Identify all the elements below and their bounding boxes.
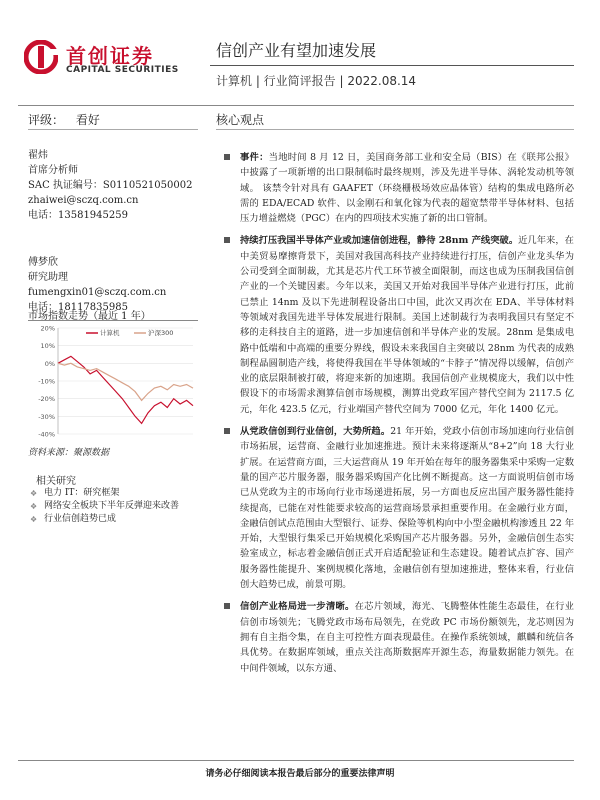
paragraph-lead: 事件： (240, 152, 269, 163)
related-item[interactable]: ❖ 电力 IT：研究框架 (30, 487, 210, 500)
paragraph-lead: 信创产业格局进一步清晰。 (240, 601, 355, 613)
analyst-license: SAC 执证编号：S0110521050002 (28, 180, 193, 191)
core-view-title: 核心观点 (216, 113, 265, 127)
analyst-role: 研究助理 (28, 272, 68, 283)
legend-label: 沪深300 (148, 329, 174, 337)
legal-notice: 请务必仔细阅读本报告最后部分的重要法律声明 (205, 769, 395, 779)
chart-divider (28, 320, 198, 321)
analyst-name: 翟炜 (28, 150, 48, 161)
analyst-2 (28, 255, 213, 315)
related-research-title: 相关研究 (36, 476, 76, 487)
logo-cn-text: 首创证券 (66, 44, 154, 68)
related-research-list (30, 487, 210, 526)
analyst-1 (28, 148, 213, 223)
analyst-email[interactable]: zhaiwei@sczq.com.cn (28, 195, 139, 206)
y-tick-label: -10% (38, 377, 55, 386)
y-tick-label: -30% (38, 412, 55, 421)
rating-label: 评级： (28, 113, 65, 127)
header-divider (210, 65, 574, 66)
core-view-divider (216, 129, 574, 130)
analyst-name: 傅梦欣 (28, 257, 58, 268)
paragraph-text: 21 年开始，党政小信创市场加速向行业信创市场拓展，运营商、金融行业加速推进。预计未来将逐渐从“8+2”向 18 大行业扩展。在运营商方面，三大运营商从 19 年开始在每年的服务器集采中采购一定数量的国产芯片服务器，服务器采购国产化比例不断提高。这一方面说明信创市场已从党政为主的市场向行业市场递进拓展，另一方面也反应出国产服务器性能持续提高，已能在对性能要求较高的运营商场景承担重要作用。在金融行业方面，金融信创试点范围由大型银行、证券、保险等机构向中小型金融机构渗透且 22 年开始，大型银行集采已开始规模化采购国产芯片服务器。另外，金融信创生态实验室成立，标志着金融信创正式开启适配验证和生态建设。随着试点扩容、国产服务器性能提升、案例规模化落地，金融信创有望加速推进，整体来看，行业信创大趋势已成，前景可期。 (240, 426, 574, 591)
footer-divider (18, 760, 574, 761)
paragraph-lead: 持续打压我国半导体产业或加速信创进程，静待 28nm 产线突破。 (240, 235, 519, 247)
y-tick-label: -40% (38, 430, 55, 439)
rating-value: 看好 (75, 113, 100, 127)
related-item[interactable]: ❖ 网络安全板块下半年反弹迎来改善 (30, 500, 210, 513)
paragraph-lead: 从党政信创到行业信创，大势所趋。 (240, 426, 391, 438)
report-title: 信创产业有望加速发展 (216, 41, 377, 60)
paragraph-text: 当地时间 8 月 12 日，美国商务部工业和安全局（BIS）在《联邦公报》中披露了一项新增的出口限制临时最终规则，涉及先进半导体、涡轮发动机等领域。 该禁令针对具有 GAAFET（环绕栅极场效应晶体管）结构的集成电路所必需的 EDA/ECAD 软件、以金刚石和氧化镓为代表的超宽禁带半导体材料、包括压力增益燃烧（PGC）在内的四项技术实施了新的出口管制。 (240, 152, 574, 225)
paragraph-semiconductor (222, 233, 574, 417)
analyst-phone: 电话：18117835985 (28, 302, 128, 313)
analyst-phone: 电话：13581945259 (28, 210, 128, 221)
report-subtitle: 计算机 | 行业简评报告 | 2022.08.14 (216, 74, 417, 88)
paragraph-landscape (222, 599, 574, 675)
legend-label: 计算机 (100, 329, 120, 337)
related-item[interactable]: ❖ 行业信创趋势已成 (30, 513, 210, 526)
top-divider (18, 105, 574, 106)
logo-en-text: CAPITAL SECURITIES (66, 65, 179, 75)
paragraph-industry-xinchuang (222, 424, 574, 592)
paragraph-event (222, 150, 574, 226)
y-tick-label: 10% (40, 342, 55, 351)
paragraph-text: 在芯片领域，海光、飞腾整体性能生态最佳，在行业信创市场领先；飞腾党政市场布局领先，在党政 PC 市场份额领先，龙芯则因为拥有自主指令集，在自主可控性方面表现最佳。在操作系统领域，麒麟和统信各具优势。在数据库领域，重点关注高斯数据库开源生态，海量数据能力领先。在中间件领域，以东方通、 (240, 601, 574, 674)
company-logo (24, 40, 204, 80)
market-index-chart (28, 322, 198, 440)
y-tick-label: 0% (44, 359, 55, 368)
series-line-1 (58, 356, 193, 423)
series-line-2 (58, 363, 193, 400)
rating (28, 111, 100, 128)
core-view-body (222, 150, 574, 683)
analyst-role: 首席分析师 (28, 165, 78, 176)
chart-title: 市场指数走势（最近 1 年） (28, 311, 151, 322)
analyst-email[interactable]: fumengxin01@sczq.com.cn (28, 287, 167, 298)
y-tick-label: 20% (40, 324, 55, 333)
rating-divider (28, 129, 198, 130)
paragraph-text: 近几年来，在中美贸易摩擦背景下，美国对我国高科技产业持续进行打压，信创产业龙头华为公司受到全面制裁，尤其是芯片代工环节被全面限制，而这也成为压制我国信创产业的一个关键因素。今年以来，美国又开始对我国半导体产业进行打压，此前已禁止 14nm 及以下先进制程设备出口中国，此次又再次在 EDA、半导体材料等领域对我国先进半导体发展进行限制。美国上述制裁行为表明我国只有坚定不移的走科技自主的道路，进一步加速信创和半导体产业的发展。28nm 是集成电路中低端和中高端的重要分界线，假设未来我国自主突破以 28nm 为代表的成熟制程晶圆制造产线，将使得我国在半导体领域的“卡脖子”情况得以缓解，信创产业的底层限制被打破，将迎来新的加速期。我国信创产业规模庞大，我们以中性假设下的市场需求测算信创市场规模，测算出党政军国产替代空间为 2117.5 亿元，年化 423.5 亿元，行业端国产替代空间为 7000 亿元，年化 1400 亿元。 (240, 235, 574, 415)
y-tick-label: -20% (38, 395, 55, 404)
chart-source: 资料来源：聚源数据 (28, 448, 110, 458)
logo-mark-icon (24, 40, 58, 74)
